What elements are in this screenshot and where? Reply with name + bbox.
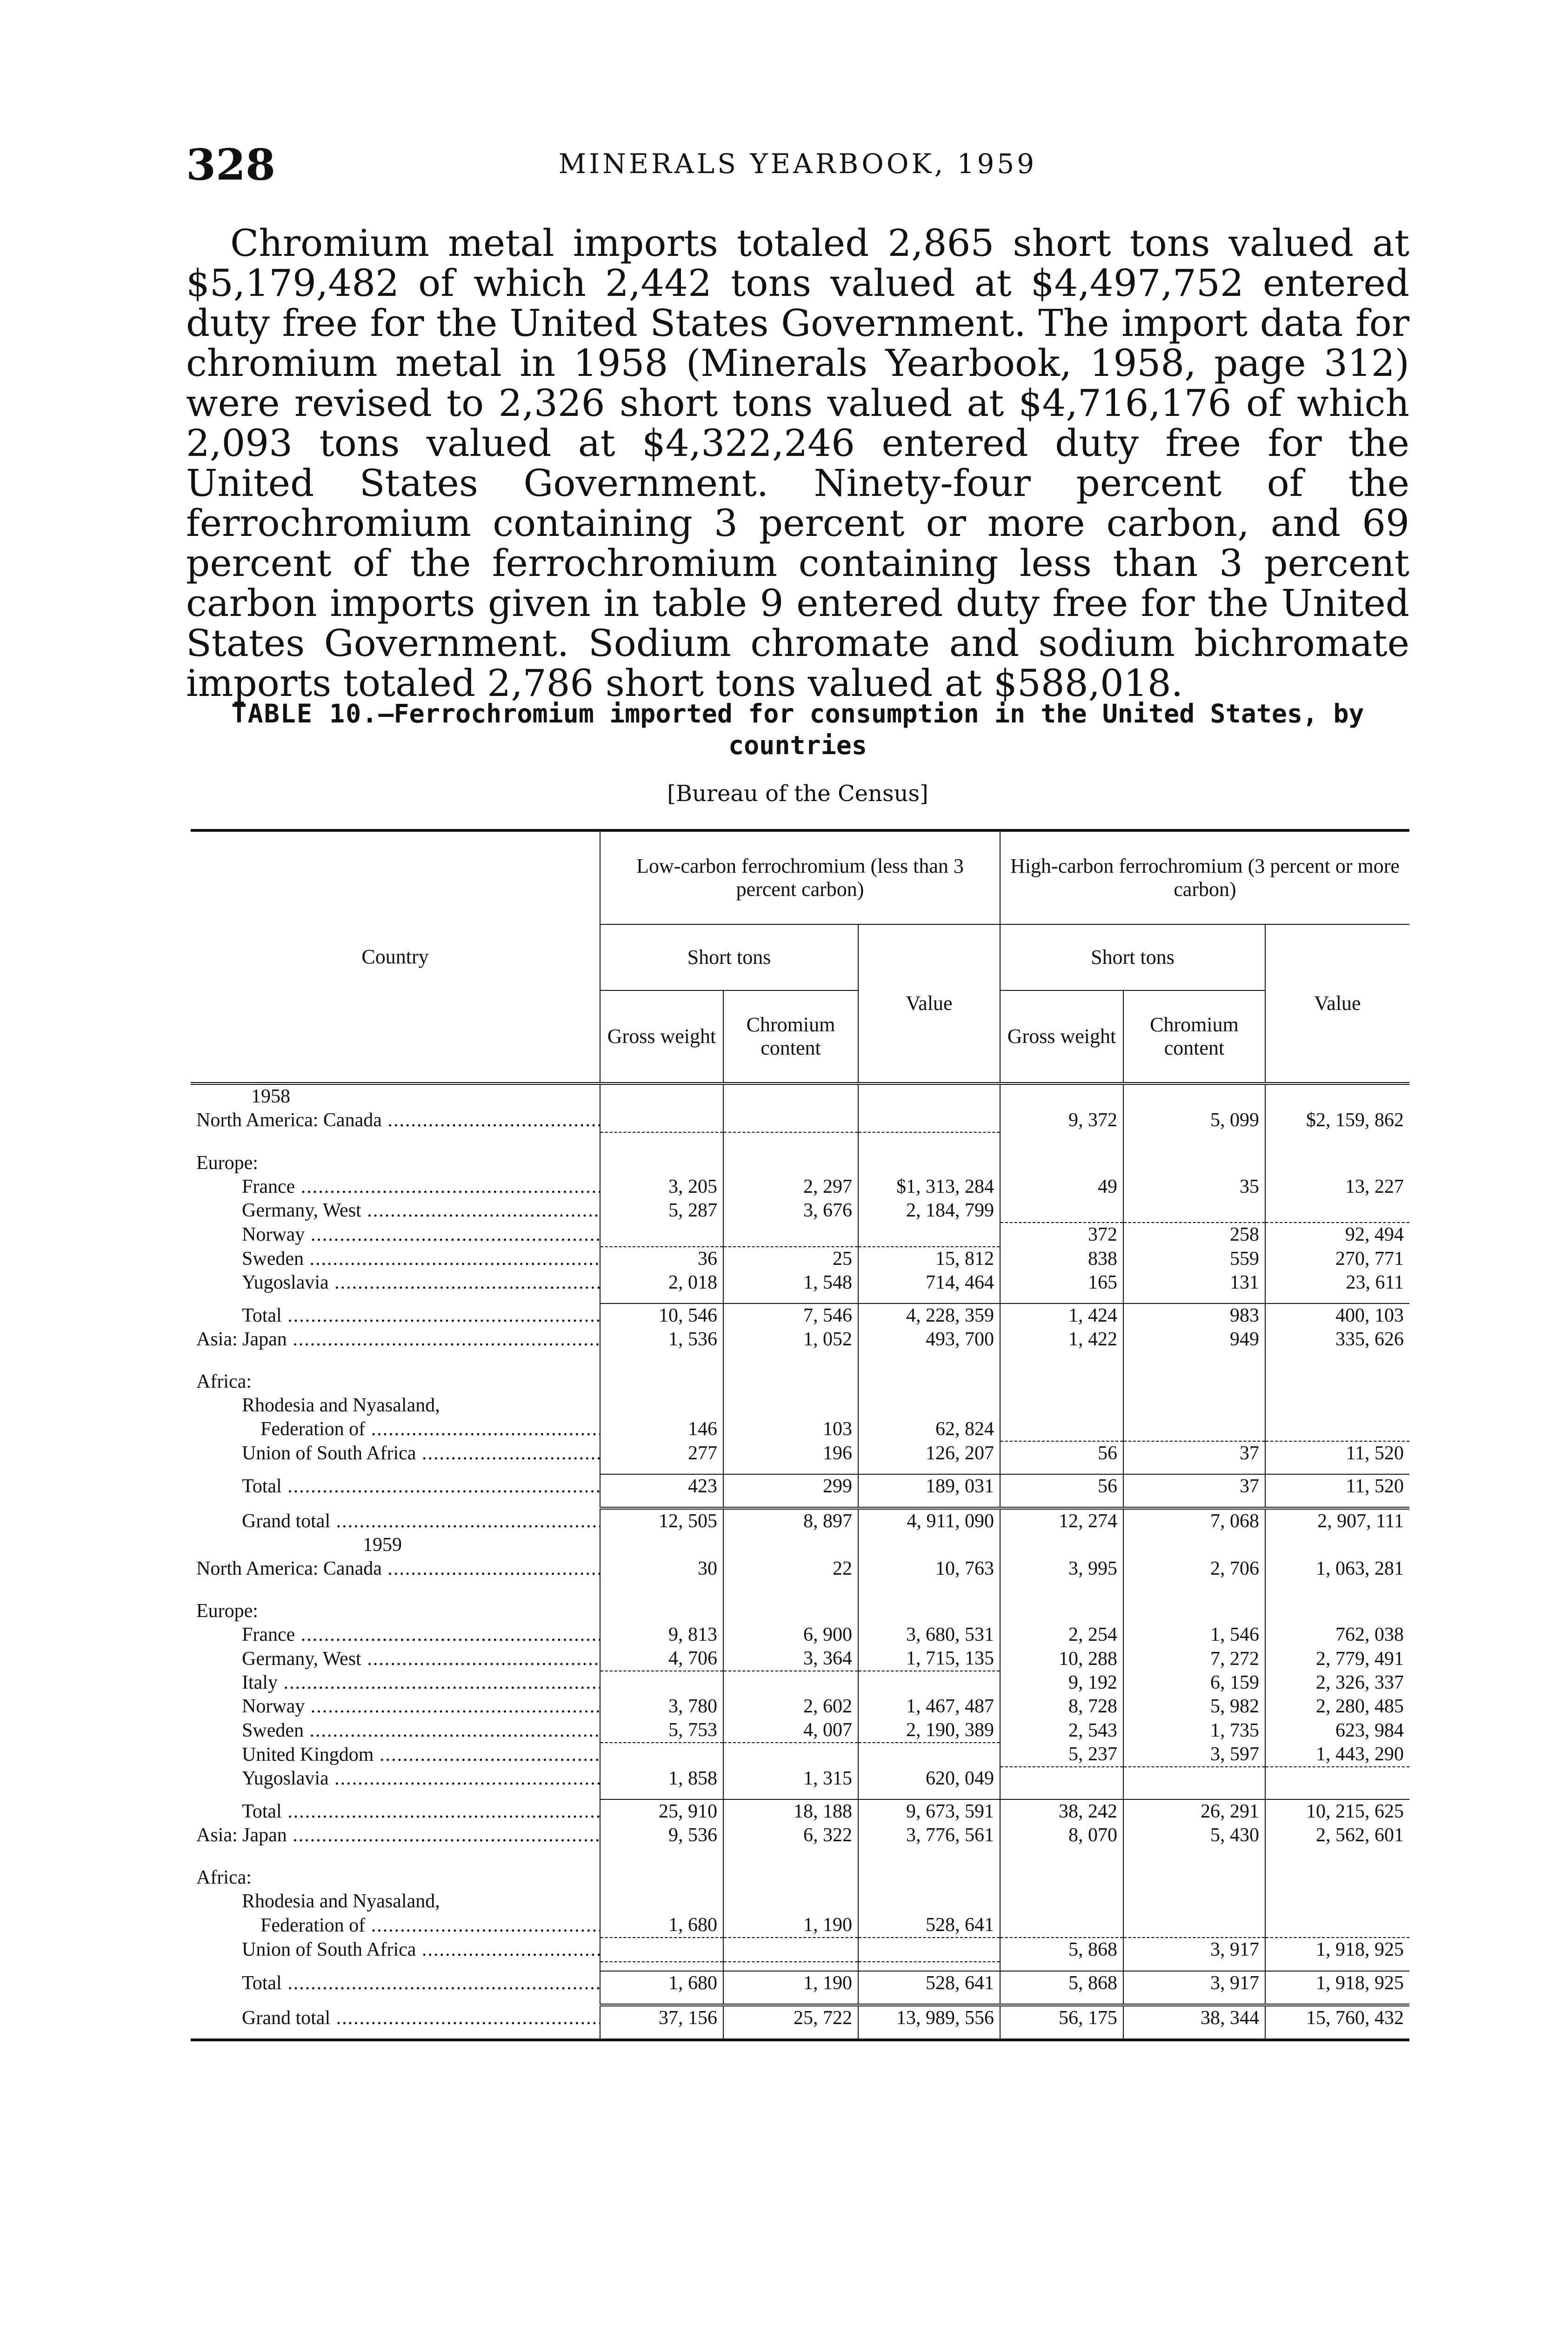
table-header — [191, 830, 1409, 1083]
header-chromium-content-low: Chromium content — [723, 990, 858, 1083]
header-chromium-content-high: Chromium content — [1123, 990, 1265, 1083]
table-title-line2: countries — [728, 730, 867, 760]
table-row: Total ..... 423 299 189, 031 56 37 11, 520 — [191, 1474, 1409, 1498]
table-row: Germany, West ..... 4, 706 3, 364 1, 715, 135 10, 288 7, 272 2, 779, 491 — [191, 1647, 1409, 1671]
header-high-carbon: High-carbon ferrochromium (3 percent or more carbon) — [1000, 830, 1409, 924]
table-row: Africa: — [191, 1370, 1409, 1394]
table-body — [191, 1083, 1409, 2039]
table-row: Africa: — [191, 1866, 1409, 1890]
header-value-low: Value — [858, 924, 1000, 1083]
table-row: Germany, West ..... 5, 287 3, 676 2, 184, 799 — [191, 1199, 1409, 1223]
table-row: North America: Canada ..... 30 22 10, 763 3, 995 2, 706 1, 063, 281 — [191, 1557, 1409, 1581]
table-source: [Bureau of the Census] — [667, 781, 928, 807]
table-row: Yugoslavia ..... 2, 018 1, 548 714, 464 165 131 23, 611 — [191, 1271, 1409, 1295]
table-row: Federation of ..... 1, 680 1, 190 528, 641 — [191, 1913, 1409, 1938]
table-row: Asia: Japan ..... 1, 536 1, 052 493, 700 1, 422 949 335, 626 — [191, 1328, 1409, 1351]
table-row: Italy ..... 9, 192 6, 159 2, 326, 337 — [191, 1671, 1409, 1695]
header-short-tons-high: Short tons — [1000, 924, 1265, 990]
table-row: Sweden ..... 5, 753 4, 007 2, 190, 389 2, 543 1, 735 623, 984 — [191, 1718, 1409, 1743]
table-row: Total ..... 10, 546 7, 546 4, 228, 359 1, 424 983 400, 103 — [191, 1303, 1409, 1328]
table-row: France ..... 9, 813 6, 900 3, 680, 531 2, 254 1, 546 762, 038 — [191, 1623, 1409, 1647]
table-row: Europe: — [191, 1599, 1409, 1623]
table-row: Norway ..... 3, 780 2, 602 1, 467, 487 8, 728 5, 982 2, 280, 485 — [191, 1695, 1409, 1718]
table-row: Union of South Africa ..... 5, 868 3, 917 1, 918, 925 — [191, 1938, 1409, 1962]
table-label: TABLE 10. — [231, 699, 379, 729]
table-row: Europe: — [191, 1151, 1409, 1175]
table-row: Sweden ..... 36 25 15, 812 838 559 270, 771 — [191, 1247, 1409, 1271]
header-short-tons-low: Short tons — [600, 924, 858, 990]
page-number: 328 — [186, 140, 276, 190]
running-head: MINERALS YEARBOOK, 1959 — [558, 148, 1037, 180]
table-row: France ..... 3, 205 2, 297 $1, 313, 284 49 35 13, 227 — [191, 1175, 1409, 1199]
table-row: Union of South Africa ..... 277 196 126, 207 56 37 11, 520 — [191, 1441, 1409, 1465]
table-title — [186, 698, 1409, 761]
table-row: Rhodesia and Nyasaland, — [191, 1890, 1409, 1913]
header-gross-weight-high: Gross weight — [1000, 990, 1123, 1083]
table-row: Yugoslavia ..... 1, 858 1, 315 620, 049 — [191, 1767, 1409, 1791]
table-row: United Kingdom ..... 5, 237 3, 597 1, 443, 290 — [191, 1743, 1409, 1767]
table-row: Norway ..... 372 258 92, 494 — [191, 1223, 1409, 1247]
page-header — [186, 140, 1409, 191]
body-paragraph: Chromium metal imports totaled 2,865 short tons valued at $5,179,482 of which 2,442 tons valued at $4,497,752 entered duty free for the United States Government. The import data for chromium metal in 1958 (Minerals Yearbook, 1958, page 312) were revised to 2,326 short tons valued at $4,716,176 of which 2,093 tons valued at $4,322,246 entered duty free for the United States Government. Ninety-four percent of the ferrochromium containing 3 percent or more carbon, and 69 percent of the ferrochromium containing less than 3 percent carbon imports given in table 9 entered duty free for the United States Government. Sodium chromate and sodium bichromate imports totaled 2,786 short tons valued at $588,018. — [186, 221, 1409, 705]
header-country: Country — [191, 830, 600, 1083]
table-row: Grand total ..... 12, 505 8, 897 4, 911, 090 12, 274 7, 068 2, 907, 111 — [191, 1508, 1409, 1533]
table-row: Total ..... 1, 680 1, 190 528, 641 5, 868 3, 917 1, 918, 925 — [191, 1971, 1409, 1995]
table-row: Asia: Japan ..... 9, 536 6, 322 3, 776, 561 8, 070 5, 430 2, 562, 601 — [191, 1824, 1409, 1847]
table-row: Total ..... 25, 910 18, 188 9, 673, 591 38, 242 26, 291 10, 215, 625 — [191, 1799, 1409, 1824]
header-low-carbon: Low-carbon ferrochromium (less than 3 percent carbon) — [600, 830, 1000, 924]
table-row: Federation of ..... 146 103 62, 824 — [191, 1417, 1409, 1441]
year-heading-1958: 1958 — [191, 1083, 1409, 1109]
year-heading-1959: 1959 — [191, 1533, 1409, 1557]
table-row: Grand total ..... 37, 156 25, 722 13, 989, 556 56, 175 38, 344 15, 760, 432 — [191, 2005, 1409, 2030]
header-value-high: Value — [1265, 924, 1409, 1083]
table-title-line1: —Ferrochromium imported for consumption in the United States, by — [378, 699, 1364, 729]
ferrochromium-table — [191, 829, 1409, 2039]
header-gross-weight-low: Gross weight — [600, 990, 723, 1083]
ferrochromium-table-wrap — [191, 829, 1409, 2041]
table-row: Rhodesia and Nyasaland, — [191, 1394, 1409, 1417]
table-row: North America: Canada ..... 9, 372 5, 099 $2, 159, 862 — [191, 1109, 1409, 1132]
table-bottom-rule — [191, 2039, 1409, 2041]
